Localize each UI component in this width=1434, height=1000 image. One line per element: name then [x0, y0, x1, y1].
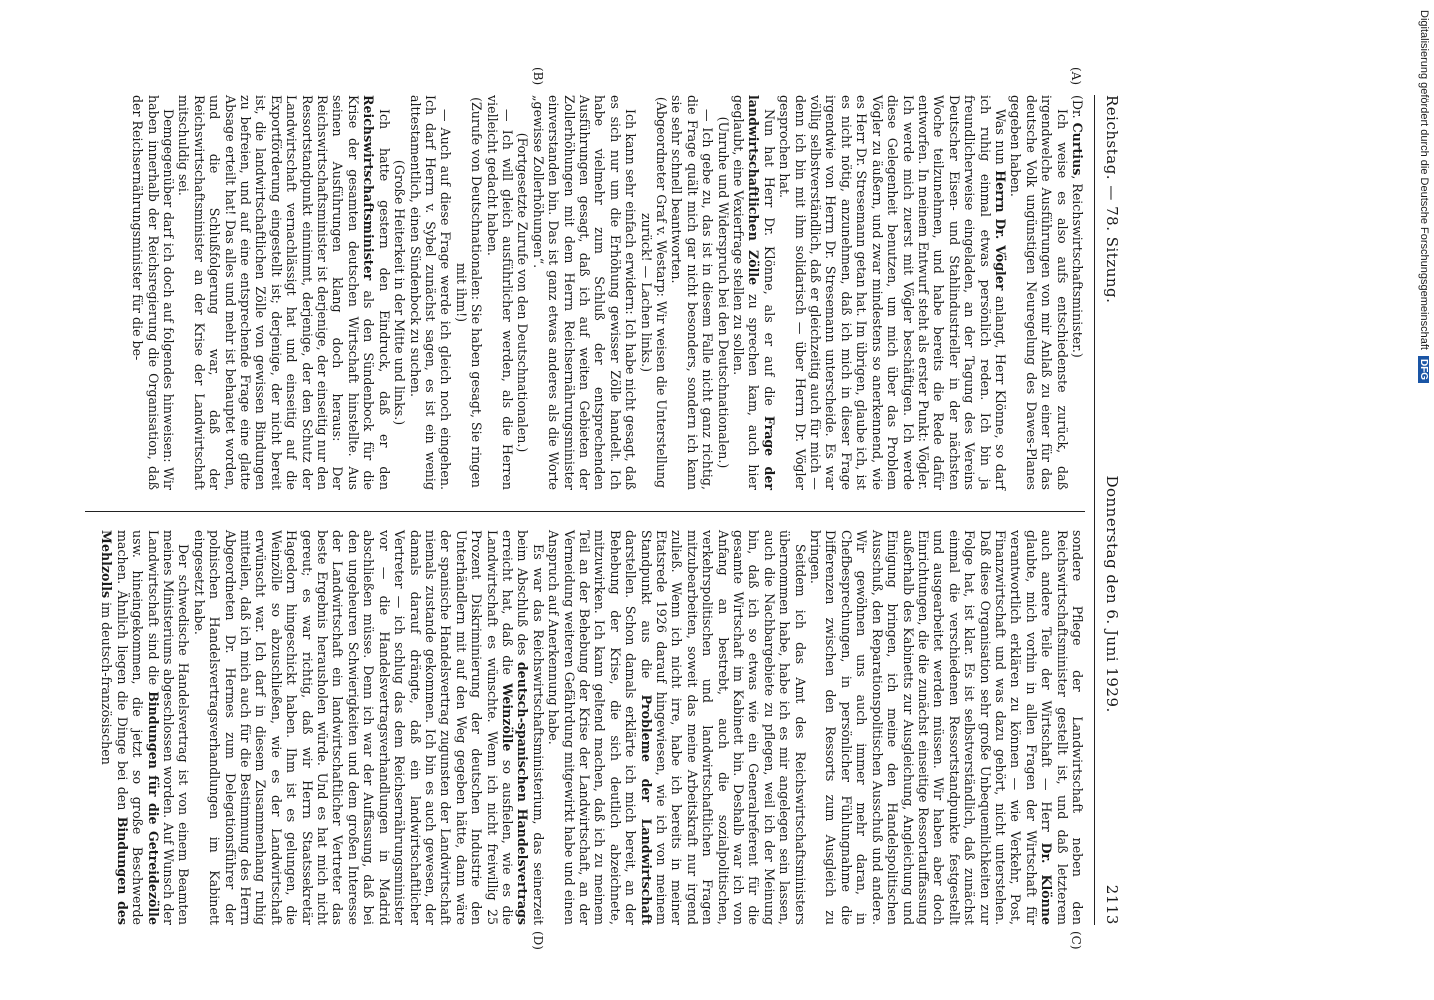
interjection: (Fortgesetzte Zurufe von den Deutschnationalen.): [515, 132, 531, 453]
paragraph: Es war das Reichswirtschaftsministerium, das seinerzeit beim Abschluß des deutsch-spanischen Handelsvertrags erreicht hat, daß die Weinzölle so ausfielen, wie es die Landwirtschaft es wünschte. Wenn ich nicht freiwillig 25 Prozent Diskriminierung der deutschen Industrie den Unterhändlern mit auf den Weg gegeben hätte, dann wäre der spanische Handelsvertrag zugunsten der Landwirtschaft niemals zustande gekommen. Ich bin es auch gewesen, der damals darauf drängte, daß ein landwirtschaftlicher Vertreter — ich schlug das dem Reichsernährungsminister vor — die Handelsvertragsverhandlungen in Madrid abschließen müsse. Denn ich war der Auffassung, daß bei den ungeheuren Schwierigkeiten und dem großen Interesse der Landwirtschaft ein landwirtschaftlicher Vertreter das beste Ergebnis herausholen würde. Und es hat mich nicht gereut; es war richtig, daß wir Herrn Staatssekretär Hagedorn hingeschickt haben. Ihm ist es gelungen, die Weinzölle so abzuschließen, wie es der Landwirtschaft erwünscht war. Ich darf in diesem Zusammenhang ruhig mitteilen, daß ich mich auch für die Bestimmung des Herrn Abgeordneten Dr. Hermes zum Delegationsführer der polnischen Handelsvertragsverhandlungen im Kabinett eingesetzt habe.: [191, 530, 546, 926]
right-column: [99, 530, 1085, 925]
interjection: (Zurufe von Deutschnationalen: Sie haben gesagt, Sie ringen mit ihm!): [453, 97, 485, 488]
paragraph: Der schwedische Handelsvertrag ist von einem Beamten meines Ministeriums abgeschlossen worden. Auf Wunsch der Landwirtschaft sind die Bindungen für die Getreidezölle usw. hineingekommen, die jetzt so große Beschwerde machen. Ähnlich liegen die Dinge bei den Bindungen des Mehlzolls im deutsch-französischen: [99, 530, 192, 925]
header-left: Reichstag. — 78. Sitzung.: [1103, 95, 1121, 304]
paragraph: Was nun Herrn Dr. Vögler anlangt, Herr Klönne, so darf ich ruhig einmal etwas persönlich reden. Ich bin ja freundlicherweise eingeladen, an der Tagung des Vereins Deutscher Eisen- und Stahlindustrieller in der nächsten Woche teilzunehmen, und habe bereits die Rede dafür entworfen. In meinem Entwurf steht als erster Punkt: Vögler. Ich werde mich zuerst mit Vögler beschäftigen. Ich werde diese Gelegenheit benutzen, um mich über das Problem Vögler zu äußern, und zwar mindestens so anerkennend, wie es Herr Dr. Stresemann getan hat. Im übrigen, glaube ich, ist es nicht nötig, anzunehmen, daß ich mich in dieser Frage irgendwie von Herrn Dr. Stresemann unterscheide. Es war völlig selbstverständlich, daß er gleichzeitig auch für mich — denn ich bin mit ihm solidarisch — über Herrn Dr. Vögler gesprochen hat.: [777, 95, 1008, 490]
rotated-page-content: [0, 67, 1125, 950]
margin-marker-a: (A): [1069, 67, 1083, 86]
page-header: [1099, 95, 1125, 925]
paragraph: — Auch auf diese Frage werde ich gleich noch eingehen. Ich darf Herrn v. Sybel zunächst sagen, es ist ein wenig alttestamentlich, einen Sündenbock zu suchen.: [407, 95, 454, 490]
margin-marker-b: (B): [531, 67, 545, 86]
digitization-text: Digitalisierung gefördert durch die Deutsche Forschungsgemeinschaft: [1418, 10, 1430, 350]
paragraph: Demgegenüber darf ich doch auf folgendes hinweisen: Wir haben innerhalb der Reichsregierung die Organisation, daß der Reichsernährungsminister für die be-: [130, 95, 177, 490]
digitization-note: [1414, 10, 1434, 990]
interjection: (Große Heiterkeit in der Mitte und links.): [392, 159, 408, 426]
header-rule: [1094, 95, 1095, 925]
paragraph: — Ich gebe zu, das ist in diesem Falle nicht ganz richtig, die Frage quält mich gar nicht besonders, sondern ich kann sie sehr schnell beantworten.: [669, 95, 716, 490]
paragraph: Ich kann sehr einfach erwidern: Ich habe nicht gesagt, daß es sich nur um die Erhöhung gewisser Zölle handelt. Ich habe vielmehr zum Schluß der entsprechenden Ausführungen gesagt, daß ich auf weiten Gebieten der Zollerhöhungen mit dem Herrn Reichsernährungsminister einverstanden bin. Das ist ganz etwas anderes als die Worte „gewisse Zollerhöhungen“.: [530, 95, 639, 490]
dfg-logo: DFG: [1419, 356, 1430, 383]
paragraph: Seitdem ich das Amt des Reichswirtschaftsministers übernommen habe, habe ich es mir angelegen sein lassen, auch die Nachbargebiete zu pflegen, weil ich der Meinung bin, daß ich so etwas wie ein Generalreferent für die gesamte Wirtschaft im Kabinett bin. Deshalb war ich von Anfang an bestrebt, auch die sozialpolitischen, verkehrspolitischen und landwirtschaftlichen Fragen mitzubearbeiten, soweit das meine Arbeitskraft nur irgend zuließ. Wenn ich nicht irre, habe ich bereits in meiner Etatsrede 1926 darauf hingewiesen, wie ich von meinem Standpunkt aus die Probleme der Landwirtschaft darstellen. Schon damals erklärte ich mich bereit, an der Behebung der Krise, die sich deutlich abzeichnete, mitzuwirken. Ich kann geltend machen, daß ich zu meinem Teil an der Behebung der Krise der Landwirtschaft, an der Vermeidung weiteren Gefährdung mitgewirkt habe und einen Anspruch auf Anerkennung habe.: [546, 530, 808, 925]
column-separator: [85, 511, 1085, 512]
interjection: (Abgeordneter Graf v. Westarp: Wir weisen die Unterstellung zurück! — Lachen links.): [638, 96, 670, 489]
paragraph: Ich hatte gestern den Eindruck, daß er den Reichswirtschaftsminister als den Sündenbock für die Krise der gesamten deutschen Wirtschaft hinstellte. Aus seinen Ausführungen klang doch heraus: Der Reichswirtschaftsminister ist derjenige, der einseitig nur den Ressortstandpunkt einnimmt, derjenige, der den Schutz der Landwirtschaft vernachlässigt hat und einseitig auf die Exportförderung eingestellt ist; derjenige, der nicht bereit ist, die landwirtschaftlichen Zölle von gewissen Bindungen zu befreien, und auf eine entsprechende Frage eine glatte Absage erteilt hat! Das alles und mehr ist behauptet worden, und die Schlußfolgerung war, daß der Reichswirtschaftsminister an der Krise der Landwirtschaft mitschuldig sei.: [176, 95, 392, 490]
speaker-line: (Dr. Curtius, Reichswirtschaftsminister.): [1070, 95, 1085, 358]
interjection: (Unruhe und Widerspruch bei den Deutschnationalen.): [715, 116, 731, 469]
paragraph: Nun hat Herr Dr. Klönne, als er auf die Frage der landwirtschaftlichen Zölle zu sprechen kam, auch hier geglaubt, eine Vexierfrage stellen zu sollen.: [731, 95, 777, 490]
page-number: 2113: [1103, 884, 1121, 925]
margin-marker-d: (D): [531, 931, 545, 950]
header-date: Donnerstag den 6. Juni 1929.: [1103, 475, 1121, 713]
margin-marker-c: (C): [1069, 931, 1083, 950]
left-column: [130, 95, 1085, 490]
paragraph: Ich weise es also aufs entschiedenste zurück, daß irgendwelche Ausführungen von mir Anlaß zu einer für das deutsche Volk ungünstigen Neuregelung des Dawes-Planes gegeben haben.: [1008, 95, 1070, 490]
paragraph: sondere Pflege der Landwirtschaft neben den Reichswirtschaftsminister gestellt ist, und daß letzterem auch andere Teile der Wirtschaft — Herr Dr. Klönne glaubte, mich vorhin in allen Fragen der Wirtschaft für verantwortlich erklären zu können — wie Verkehr, Post, Finanzwirtschaft und was dazu gehört, nicht unterstehen. Daß diese Organisation sehr große Unbequemlichkeiten zur Folge hat, ist klar. Es ist selbstverständlich, daß zunächst einmal die verschiedenen Ressortstandpunkte festgestellt und ausgearbeitet werden müssen. Wir haben aber doch Einrichtungen, die die zunächst einseitige Ressortauffassung außerhalb des Kabinetts zur Ausgleichung, Angleichung und Einigung bringen, ich meine den Handelspolitischen Ausschuß, den Reparationspolitischen Ausschuß und andere. Wir gewöhnen uns auch immer mehr daran, in Chefbesprechungen, in persönlicher Fühlungnahme die Differenzen zwischen den Ressorts zum Ausgleich zu bringen.: [808, 530, 1085, 926]
paragraph: — Ich will gleich ausführlicher werden, als die Herren vielleicht gedacht haben.: [484, 95, 515, 490]
speaker-name: Curtius: [1070, 122, 1085, 176]
